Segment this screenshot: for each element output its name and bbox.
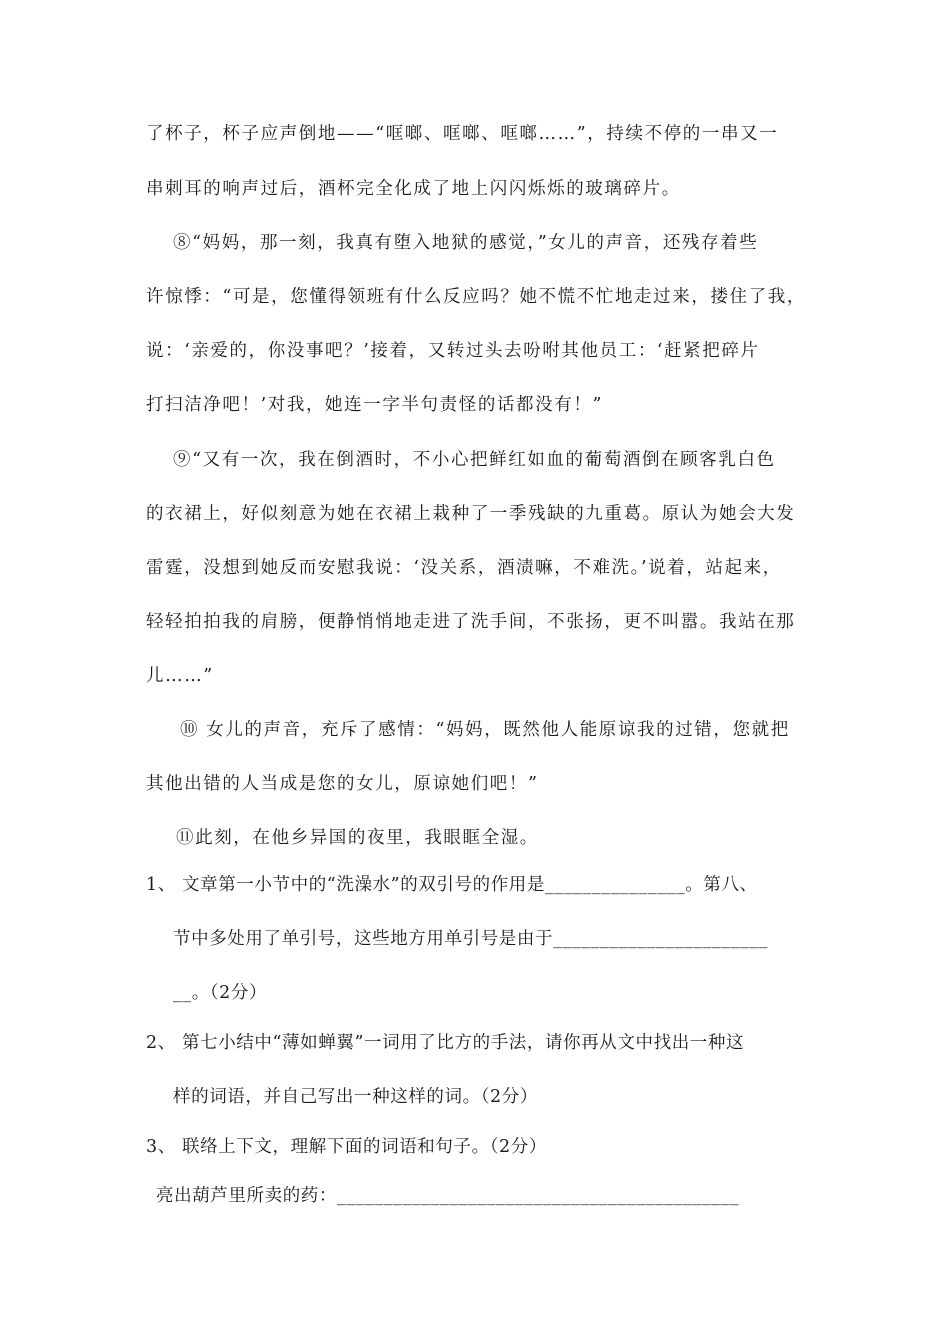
passage-line: 串刺耳的响声过后，酒杯完全化成了地上闪闪烁烁的玻璃碎片。 [146,179,681,199]
passage-line: 其他出错的人当成是您的女儿，原谅她们吧！” [146,774,539,794]
passage-line: ⑨“又有一次，我在倒酒时，不小心把鲜红如血的葡萄酒倒在顾客乳白色 [173,450,776,470]
passage-line: ⑪此刻，在他乡异国的夜里，我眼眶全湿。 [176,828,539,848]
passage-line: 儿……” [146,666,214,686]
passage-line: ⑩ 女儿的声音，充斥了感情：“妈妈，既然他人能原谅我的过错，您就把 [180,720,790,740]
passage-line: 了杯子，杯子应声倒地——“哐啷、哐啷、哐啷……”，持续不停的一串又一 [146,124,779,144]
passage-line: 轻轻拍拍我的肩膀，便静悄悄地走进了洗手间，不张扬，更不叫嚣。我站在那 [146,612,796,632]
question-line: 节中多处用了单引号，这些地方用单引号是由于_______________________ [173,929,769,949]
passage-line: 说：‘亲爱的，你没事吧？’接着，又转过头去吩咐其他员工：‘赶紧把碎片 [146,341,760,361]
question-line: 3、 联络上下文，理解下面的词语和句子。（2分） [146,1137,547,1157]
question-line: 亮出葫芦里所卖的药：___________________________________________ [156,1186,740,1206]
question-line: __。（2分） [173,983,268,1003]
question-line: 样的词语，并自己写出一种这样的词。（2分） [173,1087,538,1107]
passage-line: 打扫洁净吧！’对我，她连一字半句责怪的话都没有！” [146,395,604,415]
passage-line: 许惊悸：“可是，您懂得领班有什么反应吗？她不慌不忙地走过来，搂住了我， [146,287,806,307]
question-line: 2、 第七小结中“薄如蝉翼”一词用了比方的手法，请你再从文中找出一种这 [146,1033,745,1053]
question-line: 1、 文章第一小节中的“洗澡水”的双引号的作用是_______________。第八、 [146,875,758,895]
passage-line: 雷霆，没想到她反而安慰我说：‘没关系，酒渍嘛，不难洗。’说着，站起来， [146,558,782,578]
passage-line: 的衣裙上，好似刻意为她在衣裙上栽种了一季残缺的九重葛。原认为她会大发 [146,504,796,524]
passage-line: ⑧“妈妈，那一刻，我真有堕入地狱的感觉，”女儿的声音，还残存着些 [173,233,759,253]
